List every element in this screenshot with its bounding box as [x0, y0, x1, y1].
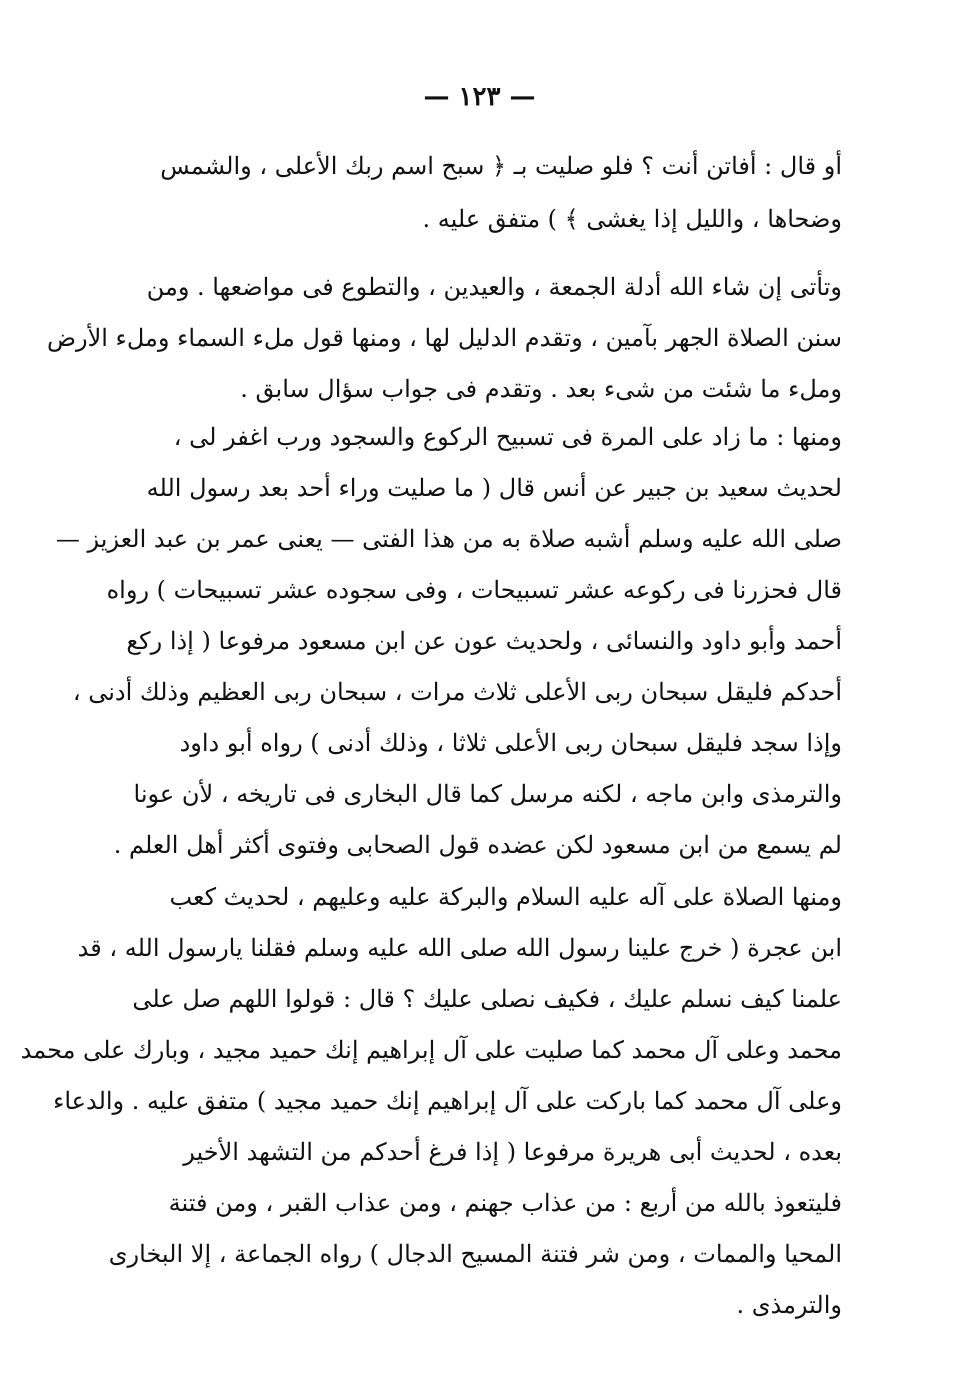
paragraph-line: ومنها الصلاة على آله عليه السلام والبركة عليه وعليهم ، لحديث كعب — [169, 883, 842, 911]
paragraph-line: وملء ما شئت من شىء بعد . وتقدم فى جواب سؤال سابق . — [240, 375, 842, 403]
paragraph-line: وعلى آل محمد كما باركت على آل إبراهيم إنك حميد مجيد ) متفق عليه . والدعاء — [53, 1087, 842, 1115]
paragraph-line: سنن الصلاة الجهر بآمين ، وتقدم الدليل لها ، ومنها قول ملء السماء وملء الأرض — [46, 324, 842, 352]
paragraph-line: وضحاها ، والليل إذا يغشى ﴾ ) متفق عليه . — [422, 205, 842, 233]
paragraph-line: وتأتى إن شاء الله أدلة الجمعة ، والعيدين ، والتطوع فى مواضعها . ومن — [146, 273, 842, 301]
paragraph-line: ابن عجرة ( خرج علينا رسول الله صلى الله عليه وسلم فقلنا يارسول الله ، قد — [77, 934, 842, 962]
paragraph-line: ومنها : ما زاد على المرة فى تسبيح الركوع والسجود ورب اغفر لى ، — [173, 423, 842, 451]
paragraph-line: لم يسمع من ابن مسعود لكن عضده قول الصحابى وفتوى أكثر أهل العلم . — [113, 831, 842, 859]
paragraph-line: قال فحزرنا فى ركوعه عشر تسبيحات ، وفى سجوده عشر تسبيحات ) رواه — [106, 576, 842, 604]
page-number: — ١٢٣ — — [423, 82, 536, 112]
paragraph-line: أو قال : أفاتن أنت ؟ فلو صليت بـ ﴿ سبح اسم ربك الأعلى ، والشمس — [160, 152, 842, 180]
paragraph-line: صلى الله عليه وسلم أشبه صلاة به من هذا الفتى — يعنى عمر بن عبد العزيز — — [55, 525, 842, 553]
paragraph-2 — [46, 262, 842, 415]
paragraph-line: بعده ، لحديث أبى هريرة مرفوعا ( إذا فرغ أحدكم من التشهد الأخير — [183, 1138, 842, 1166]
paragraph-1 — [150, 140, 842, 246]
paragraph-line: فليتعوذ بالله من أربع : من عذاب جهنم ، ومن عذاب القبر ، ومن فتنة — [168, 1189, 842, 1217]
paragraph-line: أحدكم فليقل سبحان ربى الأعلى ثلاث مرات ، سبحان ربى العظيم وذلك أدنى ، — [72, 678, 842, 706]
paragraph-4 — [20, 872, 842, 1331]
paragraph-line: والترمذى وابن ماجه ، لكنه مرسل كما قال البخارى فى تاريخه ، لأن عونا — [133, 780, 842, 808]
paragraph-line: أحمد وأبو داود والنسائى ، ولحديث عون عن ابن مسعود مرفوعا ( إذا ركع — [126, 627, 842, 655]
paragraph-line: لحديث سعيد بن جبير عن أنس قال ( ما صليت وراء أحد بعد رسول الله — [146, 474, 842, 502]
paragraph-3 — [55, 412, 842, 871]
paragraph-line: علمنا كيف نسلم عليك ، فكيف نصلى عليك ؟ قال : قولوا اللهم صل على — [132, 985, 842, 1013]
paragraph-line: المحيا والممات ، ومن شر فتنة المسيح الدجال ) رواه الجماعة ، إلا البخارى — [108, 1240, 842, 1268]
paragraph-line: محمد وعلى آل محمد كما صليت على آل إبراهيم إنك حميد مجيد ، وبارك على محمد — [20, 1036, 842, 1064]
paragraph-line: والترمذى . — [736, 1291, 842, 1319]
paragraph-line: وإذا سجد فليقل سبحان ربى الأعلى ثلاثا ، وذلك أدنى ) رواه أبو داود — [179, 729, 842, 757]
